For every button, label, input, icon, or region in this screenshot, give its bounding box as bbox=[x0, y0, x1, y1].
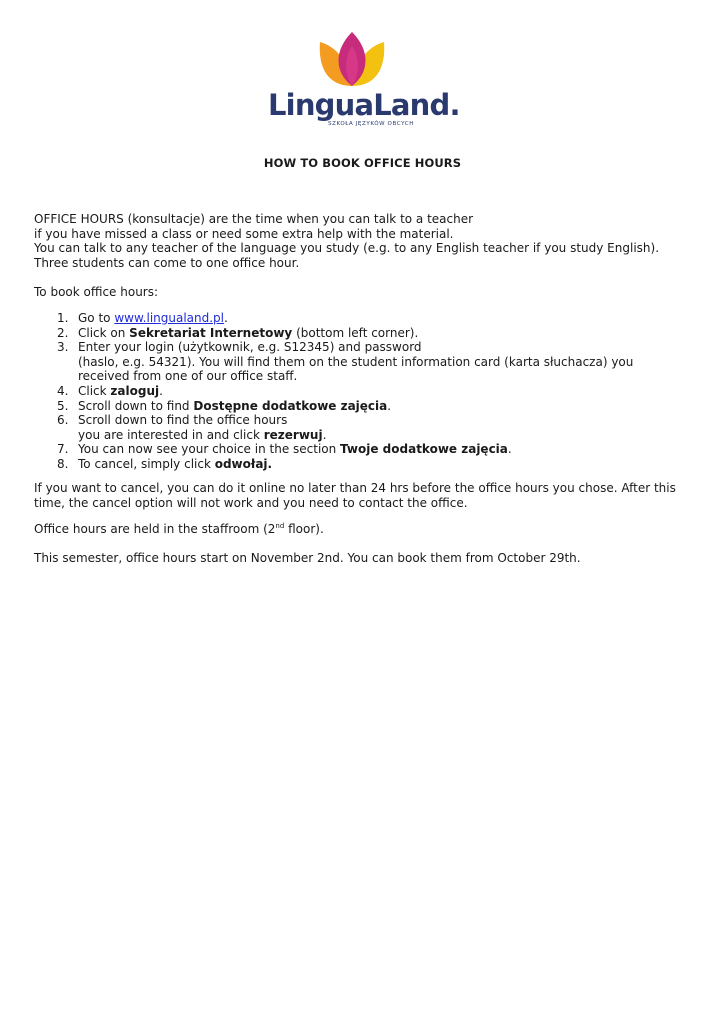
intro-line: OFFICE HOURS (konsultacje) are the time when you can talk to a teacher bbox=[34, 212, 474, 226]
list-item: 6. Scroll down to find the office hours you are interested in and click rezerwuj. bbox=[57, 413, 327, 442]
logo-wordmark: LinguaLand. bbox=[268, 88, 460, 122]
location-note: Office hours are held in the staffroom (2nd floor). bbox=[34, 522, 324, 536]
list-item: 4. Click zaloguj. bbox=[57, 383, 163, 398]
list-item: 8. To cancel, simply click odwołaj. bbox=[57, 456, 273, 471]
logo-tagline: SZKOŁA JĘZYKÓW OBCYCH bbox=[328, 121, 414, 127]
list-item: 3. Enter your login (użytkownik, e.g. S12345) and password (haslo, e.g. 54321). You will find them on the student information card (karta słuchacza) you received from one of our office staff. bbox=[57, 340, 634, 384]
intro-line: if you have missed a class or need some extra help with the material. bbox=[34, 226, 454, 241]
booking-steps-list bbox=[34, 311, 684, 472]
intro-line: You can talk to any teacher of the language you study (e.g. to any English teacher if you study English). Three students can come to one office hour. bbox=[34, 241, 660, 270]
list-item: 7. You can now see your choice in the section Twoje dodatkowe zajęcia. bbox=[57, 442, 512, 457]
semester-note: This semester, office hours start on November 2nd. You can book them from October 29th. bbox=[34, 551, 581, 565]
document-title: HOW TO BOOK OFFICE HOURS bbox=[263, 156, 462, 170]
intro-paragraph bbox=[34, 212, 684, 270]
cancel-note: If you want to cancel, you can do it online no later than 24 hrs before the office hours you chose. After this time, the cancel option will not work and you need to contact the office. bbox=[34, 481, 676, 510]
steps-lead: To book office hours: bbox=[34, 285, 159, 299]
list-item: 1. Go to www.lingualand.pl. bbox=[57, 311, 228, 325]
lotus-flower-icon bbox=[268, 28, 440, 90]
list-item: 2. Click on Sekretariat Internetowy (bottom left corner). bbox=[57, 325, 419, 340]
lingualand-website-link[interactable]: www.lingualand.pl bbox=[114, 311, 225, 325]
lingualand-logo bbox=[268, 28, 460, 134]
list-item: 5. Scroll down to find Dostępne dodatkowe zajęcia. bbox=[57, 398, 392, 413]
